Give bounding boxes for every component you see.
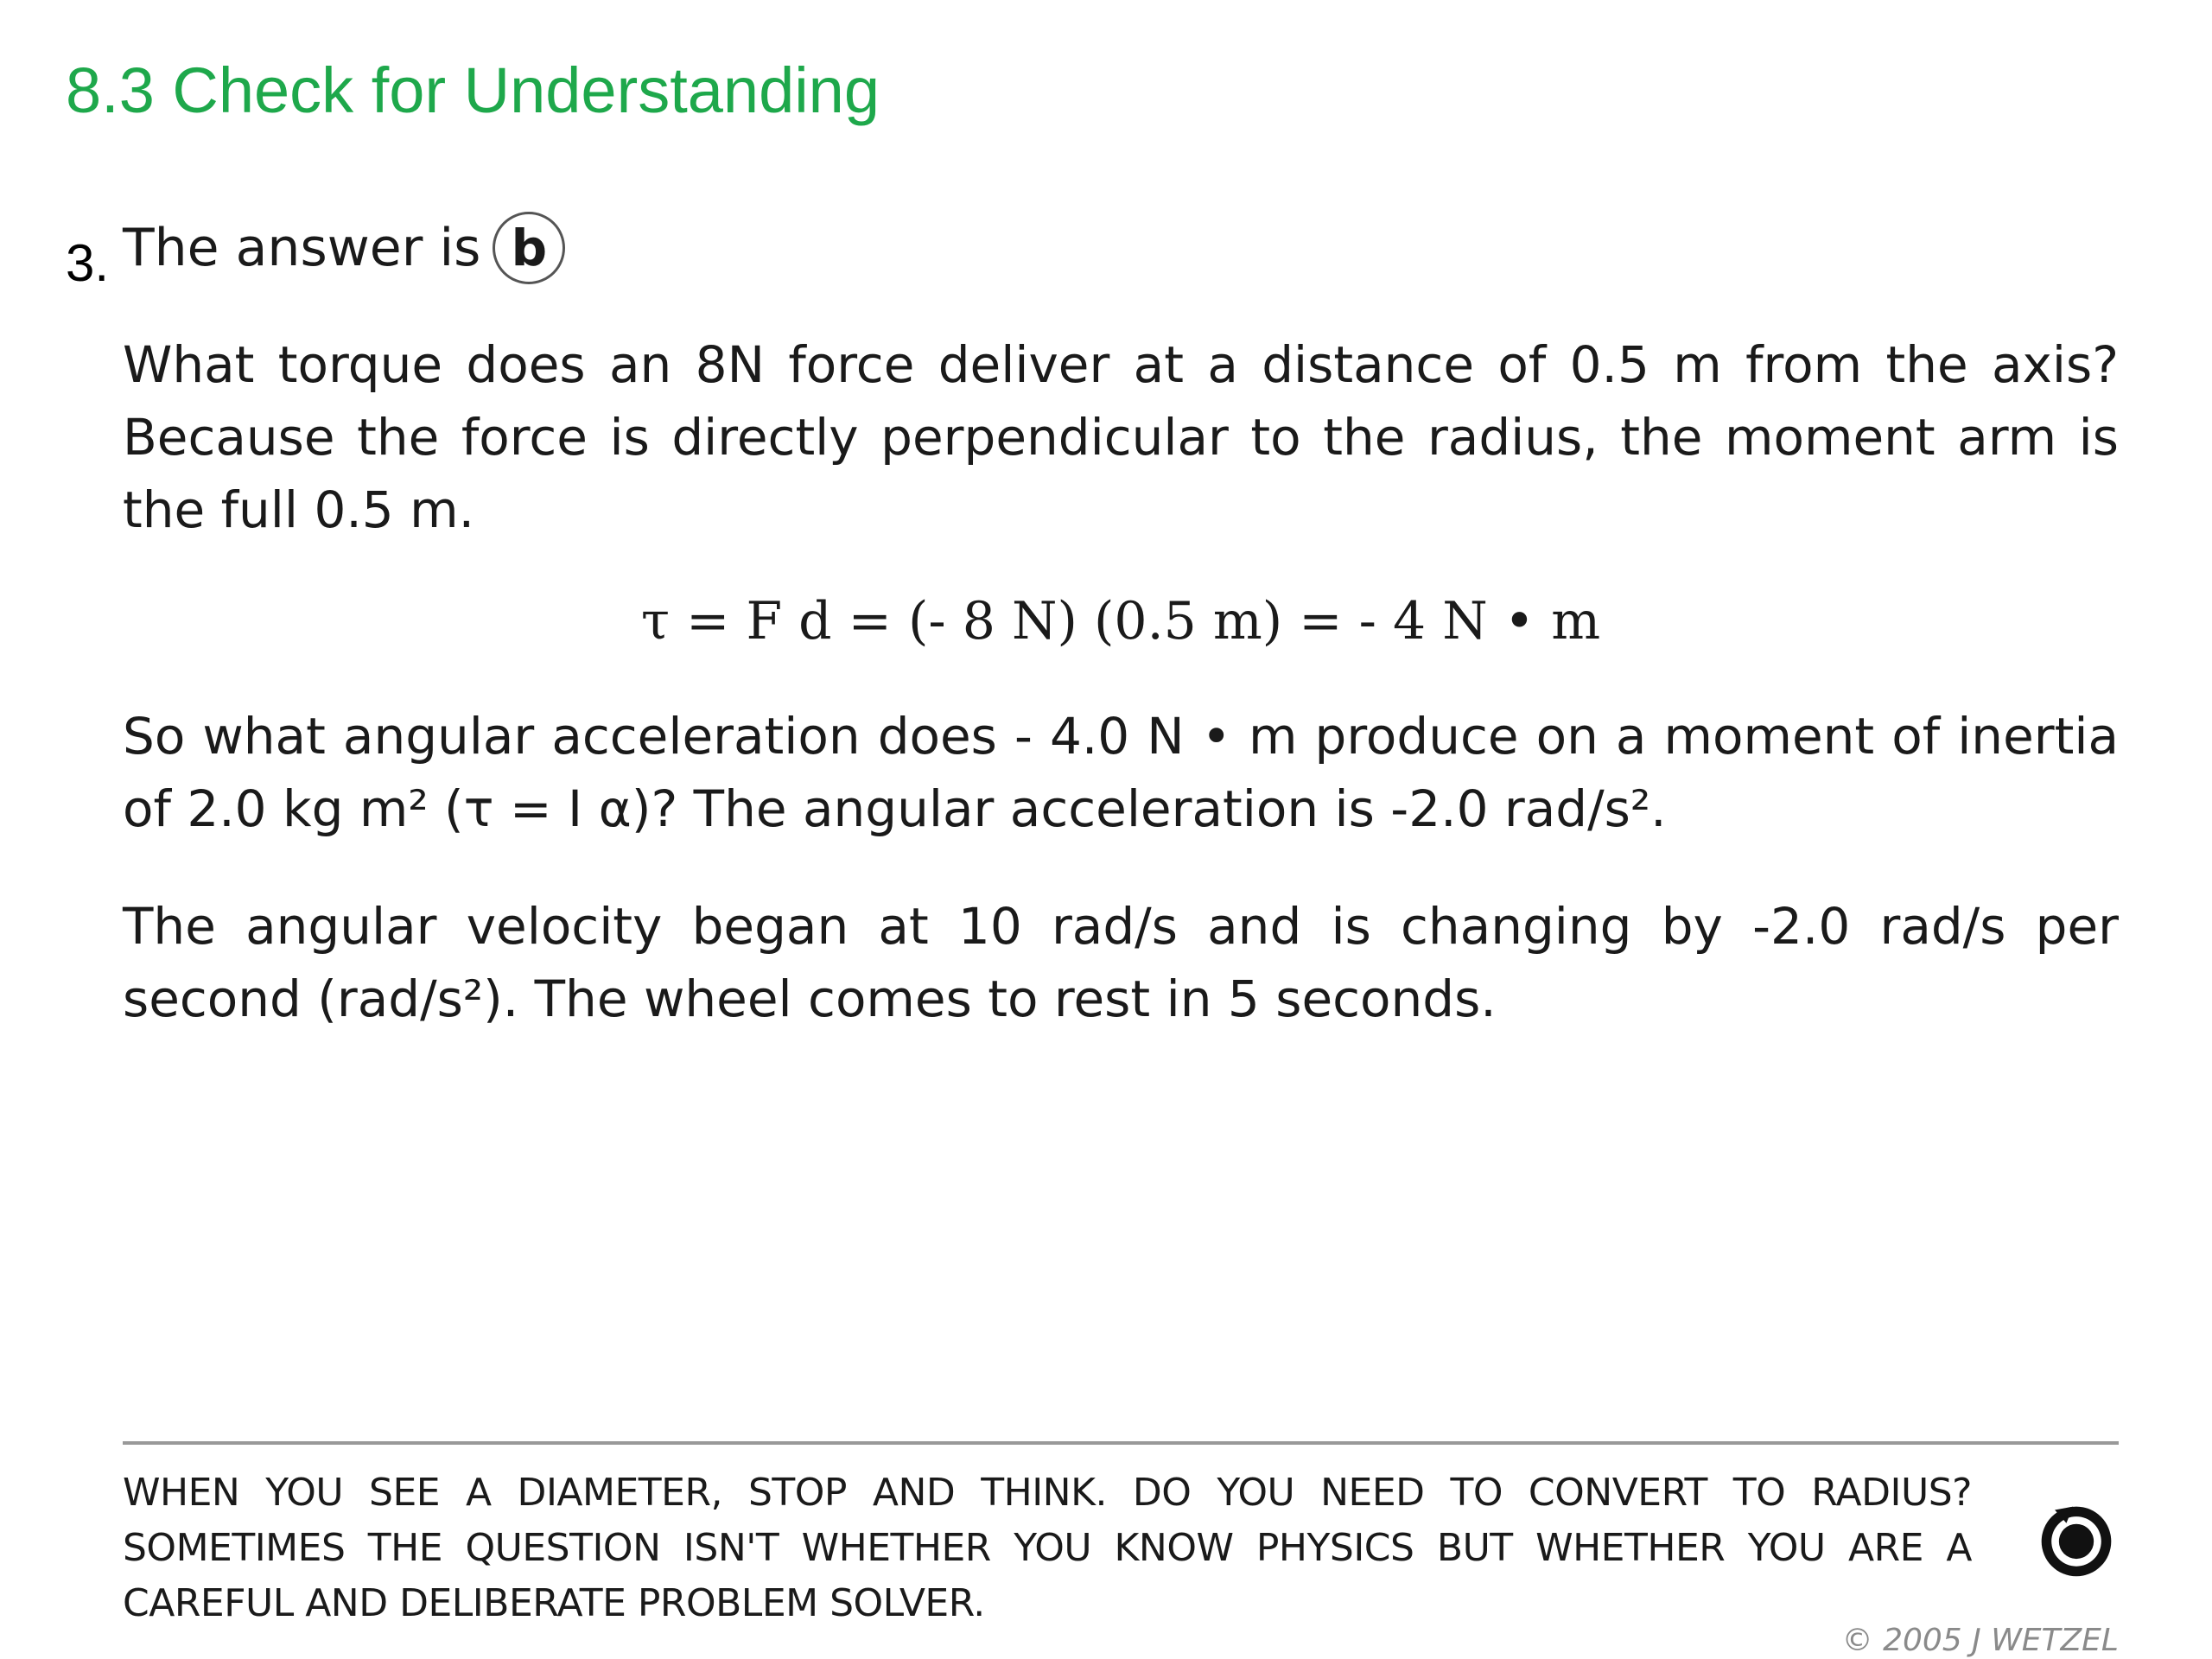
answer-line <box>123 212 565 284</box>
torque-equation: τ = F d = (- 8 N) (0.5 m) = - 4 N • m <box>640 591 1601 652</box>
explanation-paragraph-1: What torque does an 8N force deliver at a distance of 0.5 m from the axis? Because the force is directly perpendicular to the radius, the moment arm is the full 0.5 m. <box>123 335 2119 539</box>
divider-rule <box>123 1441 2119 1445</box>
slide-title: 8.3 Check for Understanding <box>66 54 880 126</box>
answer-prefix: The answer is <box>123 218 481 278</box>
answer-choice-circle: b <box>493 212 565 284</box>
explanation-paragraph-3: The angular velocity began at 10 rad/s and is changing by -2.0 rad/s per second (rad/s²). The wheel comes to rest in 5 seconds. <box>123 897 2119 1028</box>
question-number: 3. <box>66 234 110 292</box>
tip-note: WHEN YOU SEE A DIAMETER, STOP AND THINK. DO YOU NEED TO CONVERT TO RADIUS? SOMETIMES THE QUESTION ISN'T WHETHER YOU KNOW PHYSICS BUT WHETHER YOU ARE A CAREFUL AND DELIBERATE PROBLEM SOLVER. <box>123 1471 1972 1625</box>
explanation-paragraph-2: So what angular acceleration does - 4.0 N • m produce on a moment of inertia of 2.0 kg m² (τ = I α)? The angular acceleration is -2.0 rad/s². <box>123 707 2119 838</box>
copyright-notice: © 2005 J WETZEL <box>1841 1623 2119 1658</box>
clock-arrow-icon <box>2035 1498 2118 1581</box>
